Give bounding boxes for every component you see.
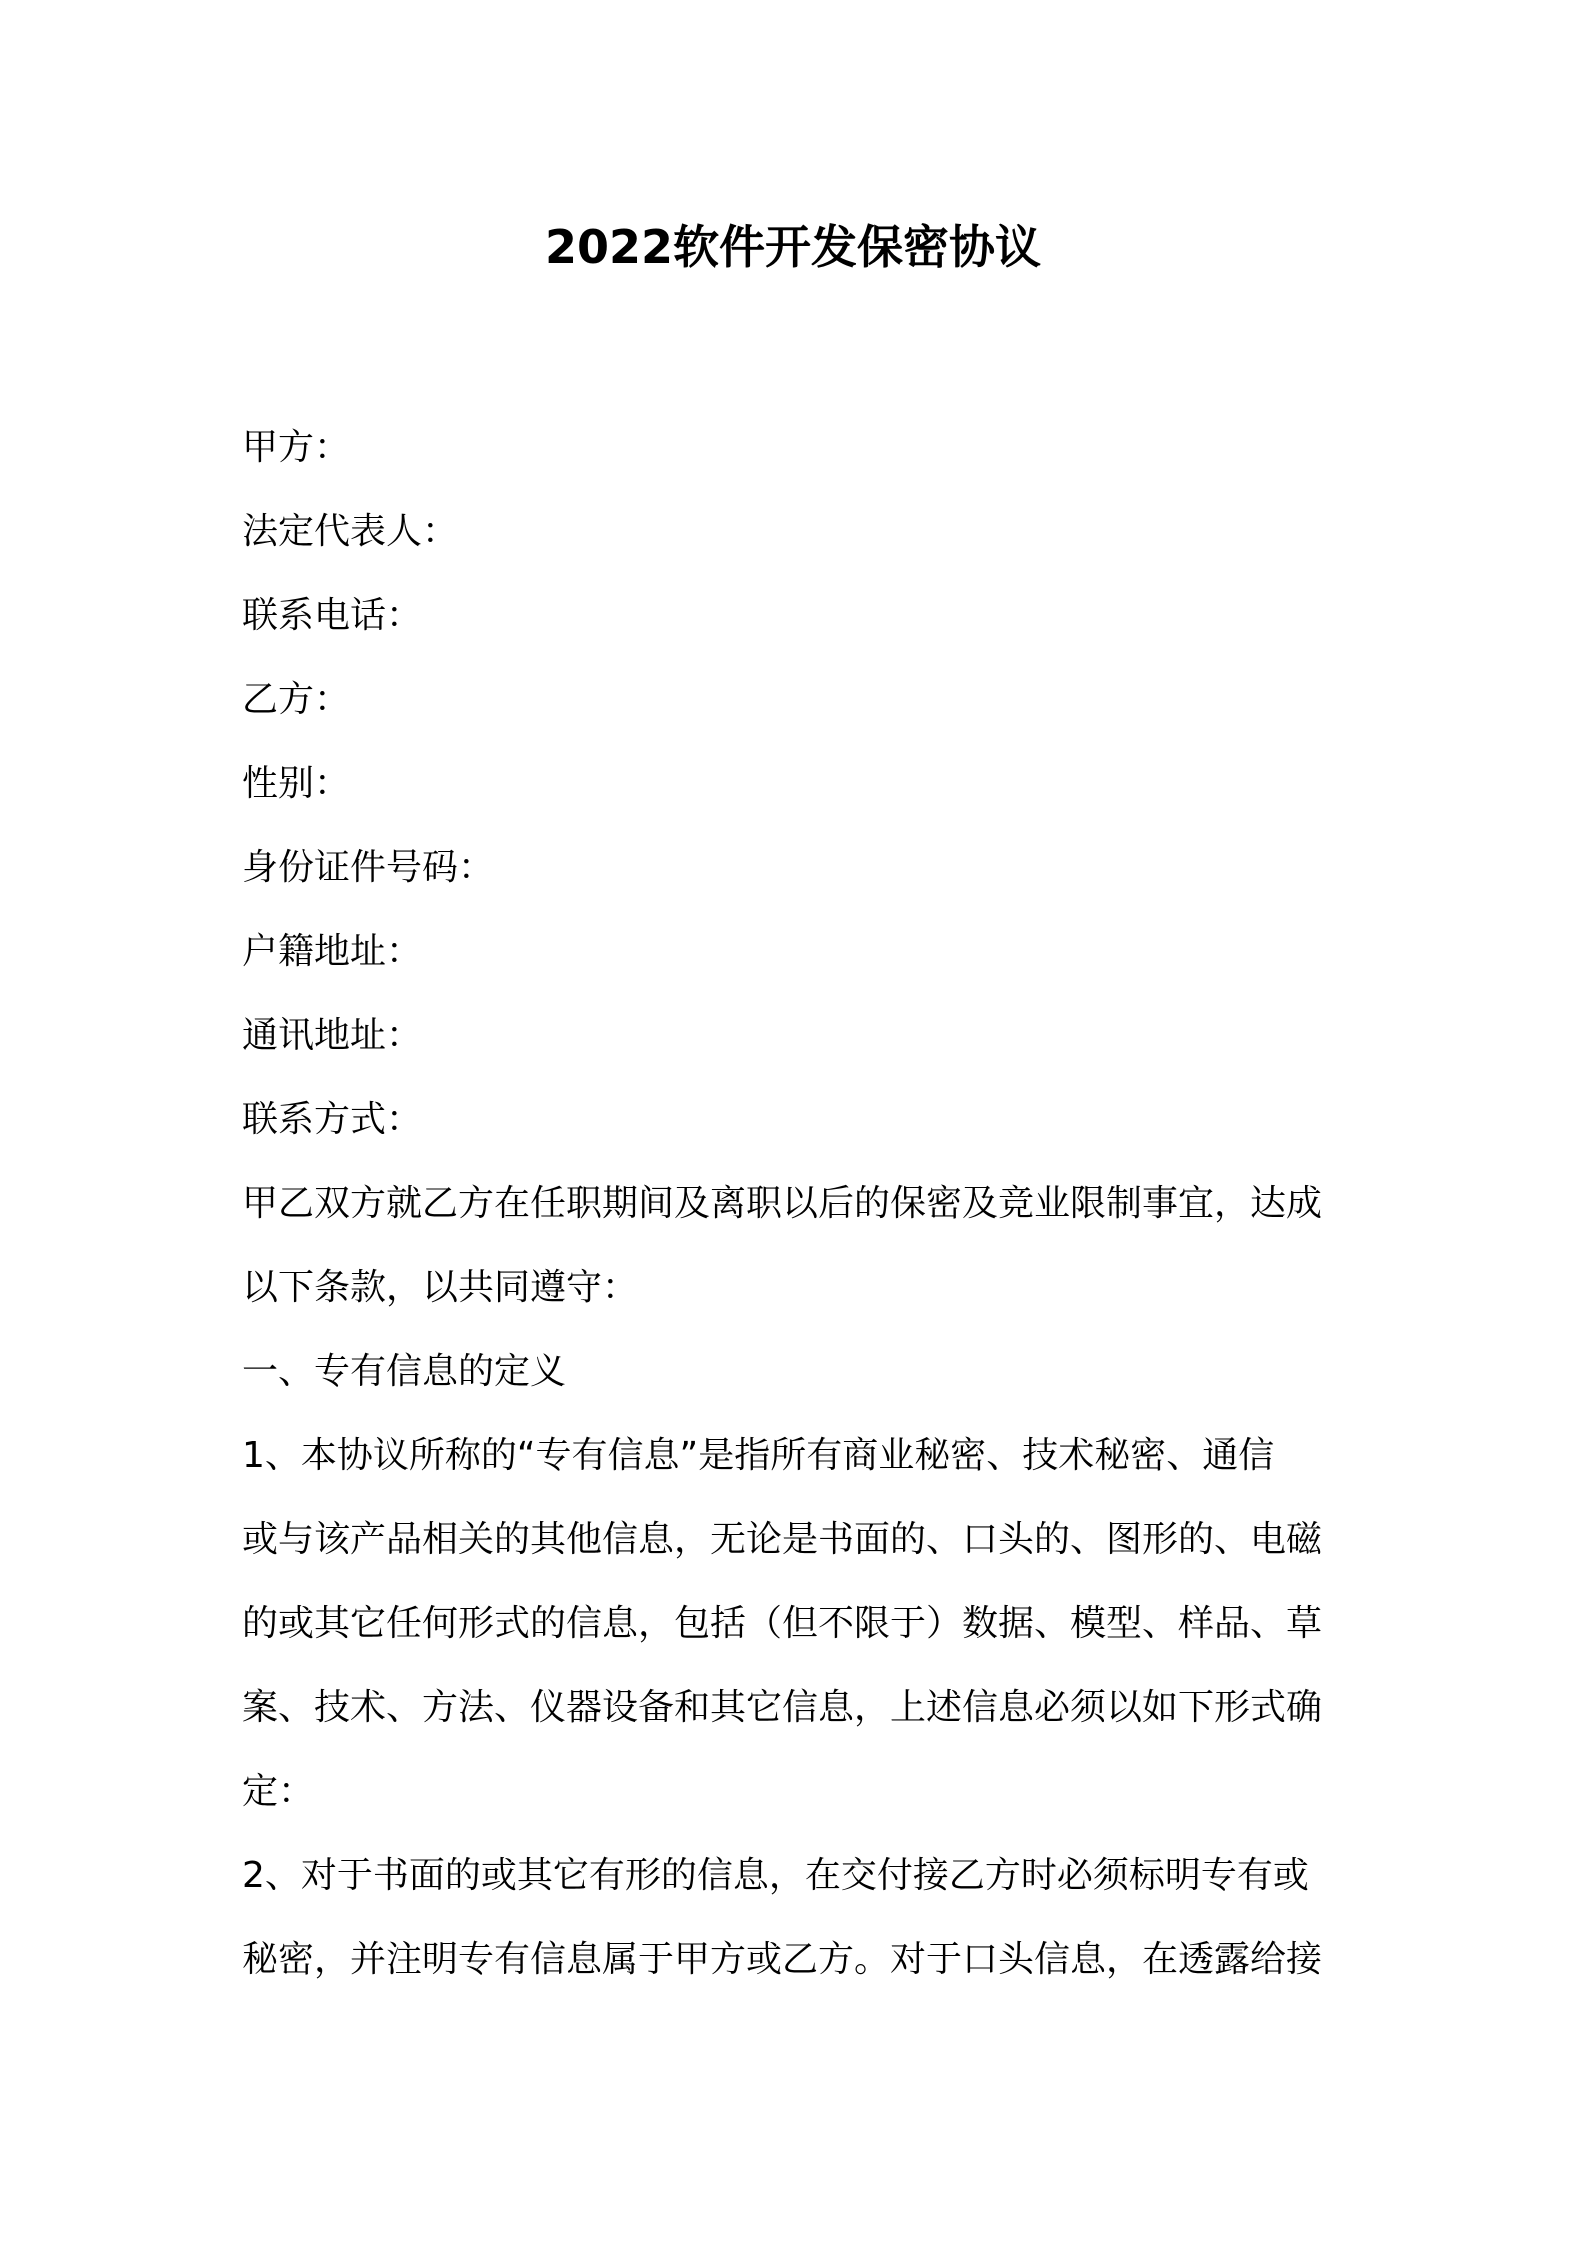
field-party-a: 甲方： [242,427,351,468]
section-heading-line: 一、专有信息的定义 [242,1351,567,1392]
field-legal-representative: 法定代表人： [242,511,459,552]
field-phone: 联系电话： [242,595,423,636]
paragraph-line: 以下条款，以共同遵守： [242,1267,639,1308]
field-mailing-address: 通讯地址： [242,1015,423,1056]
field-party-b: 乙方： [242,679,351,720]
paragraph-line: 甲乙双方就乙方在任职期间及离职以后的保密及竞业限制事宜，达成 [242,1183,1323,1224]
field-id-number: 身份证件号码： [242,847,495,888]
paragraph-line: 或与该产品相关的其他信息，无论是书面的、口头的、图形的、电磁 [242,1519,1323,1560]
paragraph-line: 秘密，并注明专有信息属于甲方或乙方。对于口头信息，在透露给接 [242,1939,1323,1980]
paragraph-line: 的或其它任何形式的信息，包括（但不限于）数据、模型、样品、草 [242,1603,1323,1644]
clause-2 [242,1834,1352,2002]
clause-1 [242,1414,1352,1834]
document-body [242,406,1352,2002]
section-heading-1 [242,1330,1352,1414]
paragraph-line: 定： [242,1771,315,1812]
field-household-address: 户籍地址： [242,931,423,972]
paragraph-line: 1、本协议所称的“专有信息”是指所有商业秘密、技术秘密、通信 [242,1435,1275,1476]
paragraph-line: 2、对于书面的或其它有形的信息，在交付接乙方时必须标明专有或 [242,1855,1309,1896]
paragraph-intro [242,1162,1352,1330]
field-gender: 性别： [242,763,351,804]
document-title: 2022软件开发保密协议 [544,220,1042,274]
field-contact: 联系方式： [242,1099,423,1140]
paragraph-line: 案、技术、方法、仪器设备和其它信息，上述信息必须以如下形式确 [242,1687,1323,1728]
